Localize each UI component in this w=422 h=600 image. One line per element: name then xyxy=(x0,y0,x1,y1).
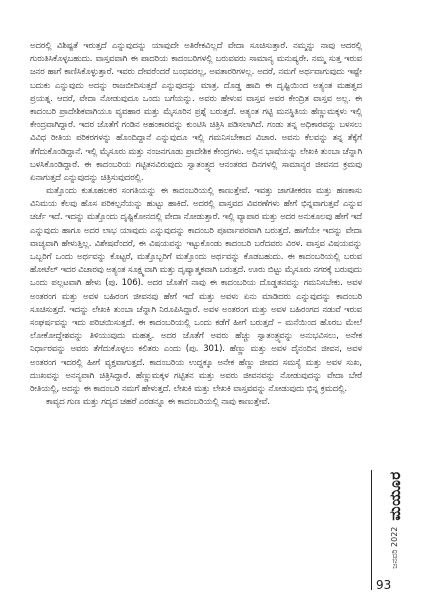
paragraph-3: ಕಾವ್ಯದ ಗುಣ ಮತ್ತು ಗದ್ಯದ ಚಹರೆ ಎರಡನ್ನೂ ಈ ಕಾದಂಬರಿಯಲ್ಲಿ ನಾವು ಕಾಣುತ್ತೇವೆ. xyxy=(46,397,270,408)
article-body xyxy=(30,40,362,409)
sidebar-divider xyxy=(371,470,372,590)
magazine-title: ಮಯೂರ xyxy=(386,471,404,521)
page-number: 93 xyxy=(376,578,392,592)
paragraph-1: ಅದರಲ್ಲಿ ವಿಶಿಷ್ಟತೆ ಇರುತ್ತದೆ ಎನ್ನುವುದನ್ನು ಯಾವುದೇ ಅತಿರೇಕವಿಲ್ಲದೆ ವೇದಾ ಸೂಚಿಸುತ್ತಾರೆ. ನಮ್ಮನ್ನು ನಾವು ಅದರಲ್ಲಿ ಗುರುತಿಸಿಕೊಳ್ಳಬಹುದು. ವಾಸ್ತವವಾಗಿ ಈ ಪಾದರಿಯ ಕಾದಂಬರಿಗಳಲ್ಲಿ ಬರುವವರು ಸಾಮಾನ್ಯ ಮನುಷ್ಯರೇ. ನಮ್ಮ ಸುತ್ತ ಇರುವ ಜನರ ಹಾಗೆ ಕಾಣಿಸಿಕೊಳ್ಳುತ್ತಾರೆ. ಇವರು ದೇವರೆಂದರೆ ಬಂಧವರಲ್ಲ, ಅವತಾರರಿಗಳಲ್ಲ. ಅದರೆ, ನಮಗೆ ಅರ್ಥವಾಗುವುದು ಇಷ್ಟೇ ಬದುಕು ಎನ್ನುವುದು ಅದನ್ನು ರಾಜಬೀದಿಸುತ್ತದೆ ಎನ್ನುವುದನ್ನು ಮಾತ್ರ. ದೊಡ್ಡ ಹಾದಿ ಈ ದೃಷ್ಟಿಯಿಂದ ಅತ್ಯಂತ ಮಹತ್ವದ ಪ್ರಯತ್ನ. ಆದರೆ, ವೇದಾ ನೋಡುವುದೂ ಒಂದು ಬಗೆಯನ್ನು. ಅವರು ಹೇಳುವ ವಾಸ್ತವ ಅವರ ಕೇಂದ್ರಿತ ವಾಸ್ತವ ಅಲ್ಲ. ಈ ಕಾದಂಬರಿ ಪ್ರಾದೇಶಿಕವಾಗಿಯೂ ವ್ಯವಹಾರ ಮತ್ತು ಮೈಸೂರಿನ ಪ್ರಶ್ನೆ ಬರುತ್ತದೆ. ಅತ್ಯಂತ ಗಟ್ಟಿ ಮನಸ್ಥಿತಿಯ ಹೆಣ್ಣುಮಕ್ಕಳು ಇಲ್ಲಿ ಕೇಂದ್ರವಾಗಿದ್ದಾರೆ. ಇದರ ಜೊತೆಗೆ ಗಂಡಿನ ಅಹಂಕಾರವನ್ನು ಕುಂಟಿಸಿ ಚಿತ್ರಿಸಿ ಪಡಿಸಲಾಗಿದೆ. ಗಂಡು ತನ್ನ ಅಧಿಕಾರವನ್ನು ಬಳಸಲು ವಿವಿಧ ರೀತಿಯ ಪರಿಕರಗಳನ್ನು ಹೊಂದಿದ್ದಾನೆ ಎನ್ನುವುದೂ ಇಲ್ಲಿ ಗಮನಿಸಬೇಕಾದ ವಿಚಾರ. ಅವನು ಕೆಲವನ್ನು ತನ್ನ ತೆಕ್ಕೆಗೆ ತೆಗೆದುಕೊಂಡಿದ್ದಾನೆ. ಇಲ್ಲಿ ಮೈಸೂರು ಮತ್ತು ನಂಜನಗೂಡು ಪ್ರಾದೇಶಿಕ ಕೇಂದ್ರಗಳು. ಅಲ್ಲಿನ ಭಾಷೆಯನ್ನು ಲೇಖಕಿ ತುಂಬಾ ಚೆನ್ನಾಗಿ ಬಳಸಿಕೊಂಡಿದ್ದಾರೆ. ಈ ಕಾದಂಬರಿಯ ಗಟ್ಟಿತನವಿರುವುದು ಸ್ವಾತಂತ್ರ್ಯದ ಆನಂತರದ ದಿನಗಳಲ್ಲಿ ಸಾಮಾನ್ಯರ ಜೀವನದ ಕ್ರಮವು ಏನಾಗುತ್ತದೆ ಎನ್ನುವುದನ್ನು ಚಿತ್ರಿಸುವುದರಲ್ಲಿ. xyxy=(30,41,362,183)
issue-date: ಜನವರಿ 2022 xyxy=(390,526,399,569)
magazine-sidebar xyxy=(380,470,410,570)
sidebar-label xyxy=(386,471,404,568)
paragraph-2: ಮತ್ತೊಂದು ಕುತೂಹಲಕರ ಸಂಗತಿಯನ್ನು ಈ ಕಾದಂಬರಿಯಲ್ಲಿ ಕಾಣುತ್ತೇವೆ. ಇವತ್ತು ಜಾಗತೀಕರಣ ಮತ್ತು ಹಣಕಾಸು ವಿನಿಮಯ ಕೆಲವು ಹೊಸ ಪರಿಕಲ್ಪನೆಯನ್ನು ಹುಟ್ಟು ಹಾಕಿದೆ. ಅದರಲ್ಲಿ ವಾಸ್ತವದ ವಿವರಣೆಗಳು ಹೇಗೆ ಭಿನ್ನವಾಗುತ್ತವೆ ಎನ್ನುವ ಚರ್ಚೆ ಇದೆ. ಇದನ್ನು ಮತ್ತೊಂದು ದೃಷ್ಟಿಕೋನದಲ್ಲಿ ವೇದಾ ನೋಡುತ್ತಾರೆ. ಇಲ್ಲಿ ವ್ಯಾಪಾರ ಮತ್ತು ಅದರ ಅನುಕೂಲವು ಹೇಗೆ ಇದೆ ಎನ್ನುವುದು ಹಾಗೂ ಅದರ ಲಾಭ ಯಾವುದು ಎನ್ನುವುದನ್ನು ಕಾದಂಬರಿ ಪೂರ್ವಾಪರವಾಗಿ ಬರುತ್ತದೆ. ಹಾಗೆಯೇ ಇದನ್ನು ವೇದಾ ವಾಚ್ಯವಾಗಿ ಹೇಳುತ್ತಿಲ್ಲ. ವಿಶೇಷವೆಂದರೆ, ಈ ವಿಷಯವನ್ನು ಇಟ್ಟುಕೊಂಡು ಕಾದಂಬರಿ ಬರೆದವರು ವಿರಳ. ವಾಸ್ತವ ವಿಷಯವನ್ನು ಒಬ್ಬರಿಗೆ ಒಂದು ಅರ್ಥವನ್ನು ಕೊಟ್ಟರೆ, ಮತ್ತೊಬ್ಬರಿಗೆ ಮತ್ತೊಂದು ಅರ್ಥವನ್ನು ಕೊಡಬಹುದು. ಈ ಕಾದಂಬರಿಯಲ್ಲಿ ಬರುವ ಹೋಟೆಲ್ ಇದರ ವಿಚಾರವು ಅತ್ಯಂತ ಸೂಕ್ಷ್ಮವಾಗಿ ಮತ್ತು ದೃಷ್ಯಾತ್ಮಕವಾಗಿ ಬರುತ್ತದೆ. ಊರು ಬಿಟ್ಟು ಮೈಸೂರು ನಗರಕ್ಕೆ ಬರುವುದು ಒಂದು ಪಲ್ಲಟವಾಗಿ ಹೇಳು (ಪು. 106). ಅದರ ಜೊತೆಗೆ ನಾವು ಈ ಕಾದಂಬರಿಯ ದೊಡ್ಡತನವನ್ನು ಗಮನಿಸಬೇಕು. ಅವಳ ಅಂತರಂಗ ಮತ್ತು ಅವಳ ಬಹಿರಂಗ ಜೀವನವು ಹೇಗೆ ಇದೆ ಮತ್ತು ಅವಳು ಏನು ಮಾಡಿದರು ಎನ್ನುವುದನ್ನು ಕಾದಂಬರಿ ಸೂಚಿಸುತ್ತದೆ. ಇದನ್ನು ಲೇಖಕಿ ತುಂಬಾ ಚೆನ್ನಾಗಿ ನಿರೂಪಿಸಿದ್ದಾರೆ. ಅವಳ ಅಂತರಂಗ ಮತ್ತು ಅವಳ ಬಹಿರಂಗದ ನಡುವೆ ಇರುವ ಸಂಘರ್ಷವನ್ನು ಇದು ಪರಿಚಯಿಸುತ್ತದೆ. ಈ ಕಾದಂಬರಿಯಲ್ಲಿ ಒಂದು ಕಡೆಗೆ ಹೀಗೆ ಬರುತ್ತದೆ – ಮನೆಯಿಂದ ಹೊರಬ ಮೇಲೆ ಲೋಕೋದ್ದೇಶವನ್ನು ತಿಳಿಯುವುದು ಮಹತ್ವ. ಅದರ ಜೊತೆಗೆ ಅವರು ಹೆಚ್ಚು ಸ್ವಾತಂತ್ರ್ಯವನ್ನು ಅನುಭವಿಸಲು, ಅನೇಕ ನಿರ್ಧಾರವನ್ನು ಅವರು ತೆಗೆದುಕೊಳ್ಳಲು ಕಲಿತರು ಎಂದು (ಪು. 301). ಹೆಣ್ಣು ಮತ್ತು ಅವಳ ದೈನಂದಿನ ಜೀವನ, ಅವಳ ಅಂತರಂಗ ಇದರಲ್ಲಿ ಹೀಗೆ ವ್ಯಕ್ತವಾಗುತ್ತದೆ. ಕಾದಂಬರಿಯ ಉದ್ದಕ್ಕೂ ಅನೇಕ ಹೆಣ್ಣು ಜೀವದ ಸಮಸ್ಯೆ ಮತ್ತು ಅವಳ ಸುಖ, ದುಃಖವನ್ನು ಅನನ್ಯವಾಗಿ ಚಿತ್ರಿಸಿದ್ದಾರೆ. ಹೆಣ್ಣುಮಕ್ಕಳ ಗಟ್ಟಿತನ ಮತ್ತು ಅವರು ಜೀವನವನ್ನು ನೋಡುವುದನ್ನು ವೇದಾ ಬೇರೆ ರೀತಿಯಲ್ಲಿ, ಅದನ್ನು ಈ ಕಾದಂಬರಿ ನಮಗೆ ಹೇಳುತ್ತದೆ. ಲೇಖಕಿ ಮತ್ತು ಲೇಖಕಿ ವಾಸ್ತವವನ್ನು ನೋಡುವುದು ಭಿನ್ನ ಕ್ರಮದಲ್ಲಿ. xyxy=(30,186,362,394)
